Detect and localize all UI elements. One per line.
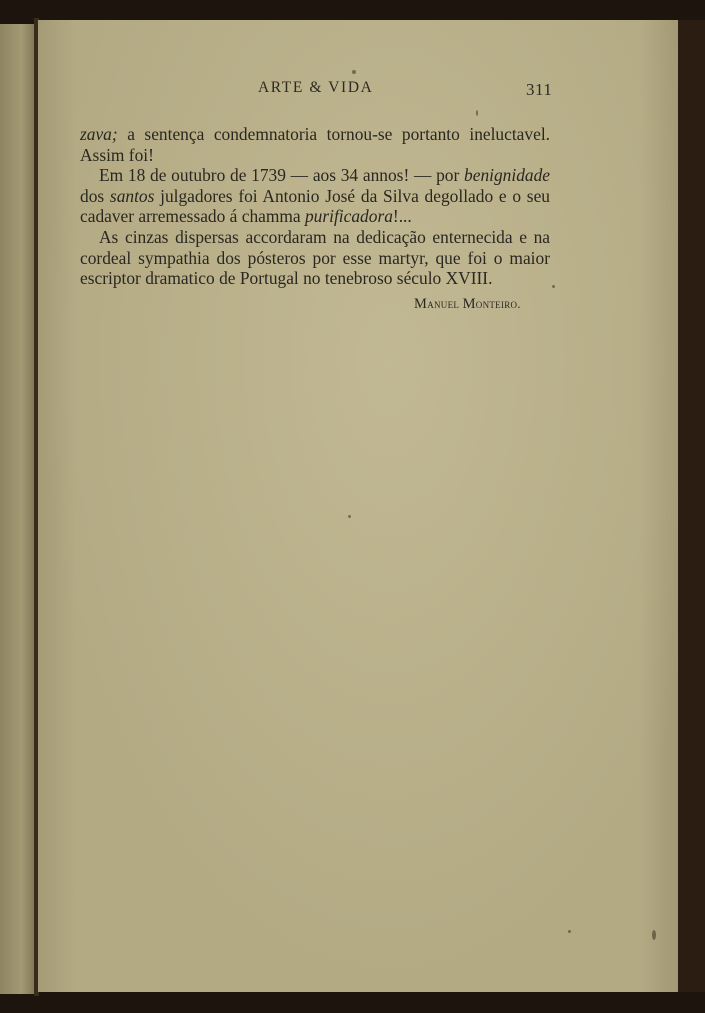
- running-title: ARTE & VIDA: [258, 79, 374, 96]
- paper-speck: [568, 930, 571, 933]
- text-segment: dos: [80, 185, 110, 206]
- text-segment: !...: [392, 206, 412, 227]
- text-segment: a sentença condemnatoria tornou-se portanto ineluctavel. Assim foi!: [80, 124, 550, 165]
- text-segment: julgadores foi Antonio José da Silva degollado e o seu cadaver arremessado á chamma: [80, 185, 550, 227]
- signature-first-initial: M: [414, 296, 428, 312]
- paper-speck: [476, 110, 478, 116]
- paper-speck: [348, 515, 351, 518]
- page-number: 311: [526, 80, 553, 99]
- paper-speck: [652, 930, 656, 940]
- author-signature: [414, 296, 521, 313]
- italic-text: zava;: [80, 124, 118, 144]
- paragraph: [80, 165, 550, 227]
- paper-speck: [352, 70, 356, 74]
- signature-last-initial: M: [462, 296, 476, 312]
- previous-page-edge: [0, 24, 36, 994]
- paragraph: [80, 124, 550, 165]
- text-segment: Em 18 de outubro de 1739 — aos 34 annos! — por: [99, 165, 465, 186]
- italic-text: purificadora: [304, 206, 393, 227]
- italic-text: santos: [109, 185, 155, 206]
- signature-last-rest: onteiro.: [475, 297, 521, 311]
- italic-text: benignidade: [464, 165, 550, 186]
- signature-first-rest: anuel: [427, 297, 460, 311]
- body-text: [80, 124, 550, 289]
- paragraph: [80, 227, 550, 289]
- text-segment: As cinzas dispersas accordaram na dedicação enternecida e na cordeal sympathia dos pósteros por esse martyr, que foi o maior escriptor dramatico de Portugal no tenebroso século XVIII.: [80, 226, 550, 289]
- page-right-margin: [678, 20, 705, 992]
- paper-speck: [552, 285, 555, 288]
